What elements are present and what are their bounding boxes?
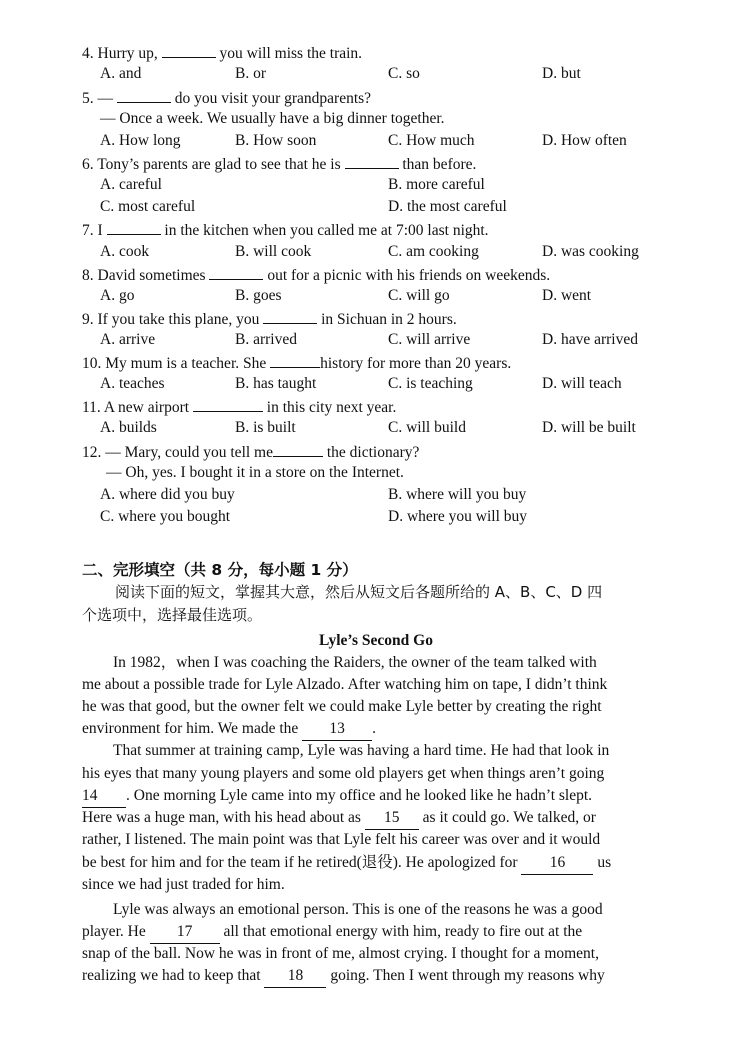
question-8-stem [82,263,550,287]
passage-line: snap of the ball. Now he was in front of me, almost crying. I thought for a moment, [82,945,599,962]
question-4-stem [82,41,362,65]
stem-text: 4. Hurry up, [82,45,162,62]
option-c[interactable]: C. will arrive [388,331,471,348]
stem-text: do you visit your grandparents? [170,90,372,107]
passage-line: me about a possible trade for Lyle Alzado. After watching him on tape, I didn’t think [82,676,608,693]
option-b[interactable]: B. arrived [235,331,297,348]
passage-title: Lyle’s Second Go [319,632,433,649]
stem-text: in this city next year. [262,399,397,416]
question-10-stem [82,351,511,375]
option-a[interactable]: A. cook [100,243,150,260]
passage-text: going. Then I went through my reasons why [326,967,605,984]
answer-blank [263,307,317,324]
answer-blank [270,351,320,368]
option-a[interactable]: A. arrive [100,331,156,348]
blank-16: 16 [521,852,593,875]
option-a[interactable]: A. go [100,287,135,304]
passage-line [82,807,670,830]
option-b[interactable]: B. where will you buy [388,486,527,503]
passage-text: realizing we had to keep that [82,967,265,984]
passage-line [82,852,670,875]
option-b[interactable]: B. will cook [235,243,312,260]
stem-text: in the kitchen when you called me at 7:00 last night. [160,222,489,239]
question-7-stem [82,218,489,242]
passage-line: he was that good, but the owner felt we could make Lyle better by creating the right [82,698,602,715]
option-b[interactable]: B. is built [235,419,296,436]
option-d[interactable]: D. will teach [542,375,622,392]
stem-text: 11. A new airport [82,399,193,416]
option-d[interactable]: D. but [542,65,581,82]
answer-blank [209,263,263,280]
question-6-stem [82,152,476,176]
passage-line: Lyle was always an emotional person. This is one of the reasons he was a good [113,901,603,918]
option-c[interactable]: C. How much [388,132,475,149]
question-5-stem [82,86,371,110]
blank-15: 15 [365,807,419,830]
stem-text: you will miss the train. [215,45,363,62]
passage-line: since we had just traded for him. [82,876,285,893]
option-a[interactable]: A. builds [100,419,157,436]
passage-line: That summer at training camp, Lyle was having a hard time. He had that look in [113,742,610,759]
stem-text: than before. [398,156,477,173]
option-c[interactable]: C. will go [388,287,450,304]
option-d[interactable]: D. the most careful [388,198,507,215]
question-12-stem [82,440,419,464]
section-instructions: 个选项中，选择最佳选项。 [82,606,263,624]
question-9-stem [82,307,457,331]
answer-blank [273,440,323,457]
passage-line [82,785,670,808]
question-11-stem [82,395,396,419]
option-a[interactable]: A. teaches [100,375,165,392]
stem-text: 5. — [82,90,117,107]
option-c[interactable]: C. most careful [100,198,196,215]
option-d[interactable]: D. will be built [542,419,636,436]
answer-blank [162,41,216,58]
answer-blank [345,152,399,169]
option-b[interactable]: B. How soon [235,132,317,149]
blank-13: 13 [302,718,372,741]
stem-text: 6. Tony’s parents are glad to see that he is [82,156,345,173]
passage-line: rather, I listened. The main point was that Lyle felt his career was over and it would [82,831,601,848]
answer-blank [107,218,161,235]
passage-text: as it could go. We talked, or [418,809,596,826]
passage-text: player. He [82,923,150,940]
question-12-reply: — Oh, yes. I bought it in a store on the Internet. [106,464,404,481]
blank-17: 17 [150,921,220,944]
passage-text: all that emotional energy with him, ready to fire out at the [219,923,583,940]
blank-14: 14 [82,785,126,808]
section-instructions: 阅读下面的短文，掌握其大意，然后从短文后各题所给的 A、B、C、D 四 [115,583,603,601]
option-c[interactable]: C. am cooking [388,243,479,260]
passage-text: be best for him and for the team if he retired(退役). He apologized for [82,854,522,871]
option-b[interactable]: B. more careful [388,176,485,193]
option-a[interactable]: A. careful [100,176,162,193]
option-c[interactable]: C. is teaching [388,375,473,392]
stem-text: 8. David sometimes [82,267,210,284]
passage-line: his eyes that many young players and some old players get when things aren’t going [82,765,605,782]
option-c[interactable]: C. where you bought [100,508,231,525]
stem-text: 12. — Mary, could you tell me [82,444,273,461]
section-heading: 二、完形填空（共 8 分，每小题 1 分） [82,561,358,579]
option-b[interactable]: B. has taught [235,375,317,392]
blank-18: 18 [264,965,326,988]
option-d[interactable]: D. where you will buy [388,508,528,525]
option-d[interactable]: D. How often [542,132,627,149]
option-d[interactable]: D. was cooking [542,243,639,260]
option-c[interactable]: C. so [388,65,420,82]
option-a[interactable]: A. How long [100,132,181,149]
option-b[interactable]: B. or [235,65,266,82]
stem-text: the dictionary? [323,444,420,461]
question-5-reply: — Once a week. We usually have a big dinner together. [100,110,445,127]
passage-line [82,921,670,944]
option-b[interactable]: B. goes [235,287,282,304]
stem-text: 10. My mum is a teacher. She [82,355,271,372]
passage-line: In 1982，when I was coaching the Raiders, the owner of the team talked with [113,654,597,671]
passage-text: environment for him. We made the [82,720,303,737]
answer-blank [193,395,263,412]
stem-text: history for more than 20 years. [320,355,512,372]
option-d[interactable]: D. went [542,287,592,304]
option-a[interactable]: A. where did you buy [100,486,235,503]
stem-text: 7. I [82,222,107,239]
passage-text: . One morning Lyle came into my office and he looked like he hadn’t slept. [126,787,593,804]
option-a[interactable]: A. and [100,65,142,82]
stem-text: in Sichuan in 2 hours. [317,311,457,328]
passage-line [82,965,670,988]
option-c[interactable]: C. will build [388,419,466,436]
passage-text: us [593,854,612,871]
option-d[interactable]: D. have arrived [542,331,638,348]
stem-text: out for a picnic with his friends on weekends. [263,267,551,284]
stem-text: 9. If you take this plane, you [82,311,264,328]
passage-text: Here was a huge man, with his head about as [82,809,365,826]
passage-text: . [372,720,377,737]
answer-blank [117,86,171,103]
passage-line [82,718,670,741]
